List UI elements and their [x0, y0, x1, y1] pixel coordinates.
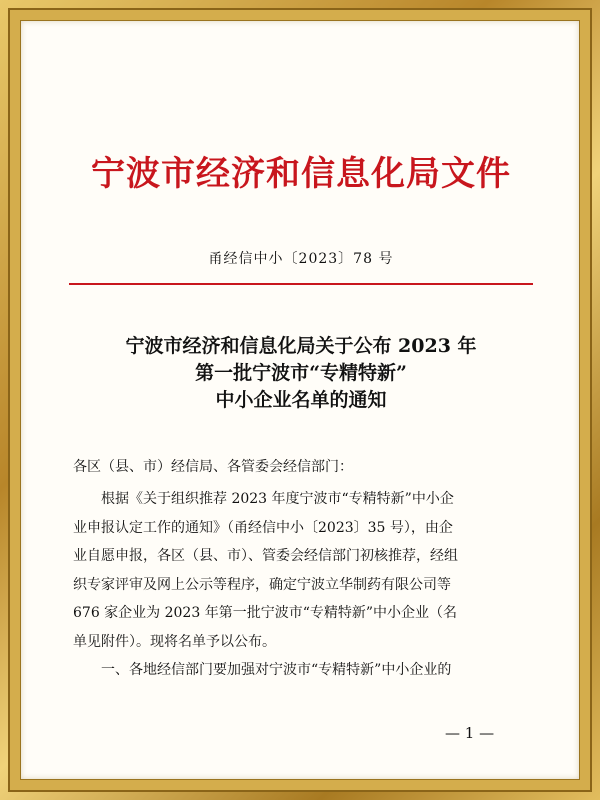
notice-title-line: 第一批宁波市“专精特新” — [195, 362, 407, 384]
document-header-title: 宁波市经济和信息化局文件 — [91, 154, 511, 194]
notice-body — [73, 485, 541, 685]
body-line: 业自愿申报，各区（县、市）、管委会经信部门初核推荐，经组 — [73, 548, 458, 564]
body-line: 织专家评审及网上公示等程序，确定宁波立华制药有限公司等 — [73, 576, 451, 593]
document-page — [20, 20, 580, 780]
body-line: 一、各地经信部门要加强对宁波市“专精特新”中小企业的 — [101, 662, 452, 678]
body-line: 676 家企业为 2023 年第一批宁波市“专精特新”中小企业（名 — [73, 605, 458, 621]
notice-title — [21, 333, 581, 414]
document-number: 甬经信中小〔2023〕78 号 — [208, 251, 394, 267]
header-divider — [69, 283, 533, 285]
notice-title-line: 宁波市经济和信息化局关于公布 2023 年 — [125, 335, 477, 357]
page-number: — 1 — — [445, 724, 495, 742]
body-line: 根据《关于组织推荐 2023 年度宁波市“专精特新”中小企 — [101, 491, 454, 507]
salutation: 各区（县、市）经信局、各管委会经信部门： — [73, 459, 353, 475]
body-line: 单见附件）。现将名单予以公布。 — [73, 633, 276, 650]
notice-title-line: 中小企业名单的通知 — [215, 389, 387, 411]
body-line: 业申报认定工作的通知》（甬经信中小〔2023〕35 号），由企 — [73, 519, 453, 536]
